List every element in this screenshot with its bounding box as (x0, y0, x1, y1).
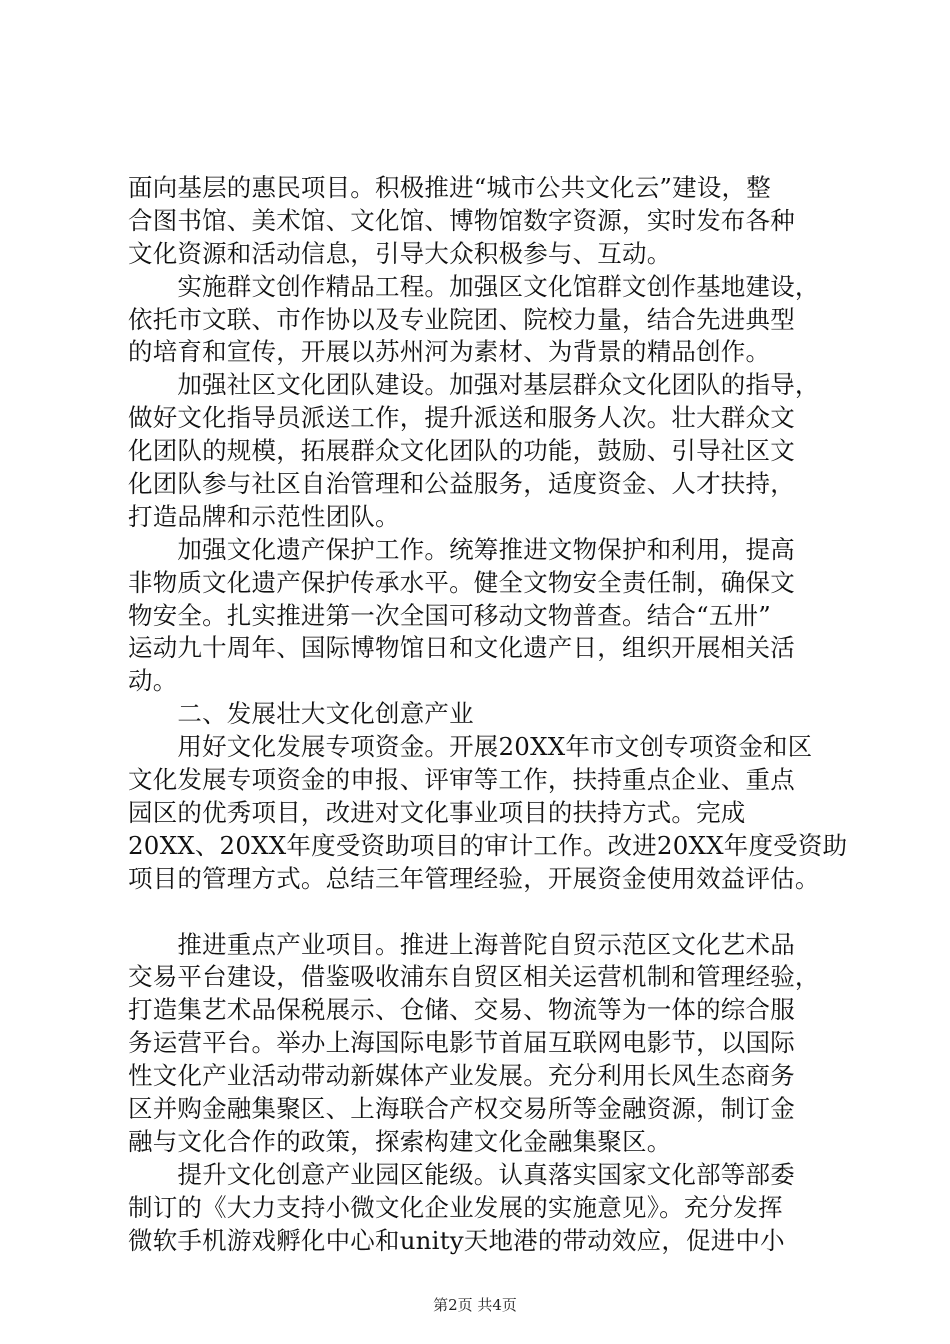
text-line: 打造品牌和示范性团队。 (128, 501, 400, 531)
text-line: 打造集艺术品保税展示、仓储、交易、物流等为一体的综合服 (128, 995, 795, 1025)
text-line: 的培育和宣传，开展以苏州河为素材、为背景的精品创作。 (128, 337, 771, 367)
text-line: 依托市文联、市作协以及专业院团、院校力量，结合先进典型 (128, 304, 795, 334)
text-line: 用好文化发展专项资金。开展20XX年市文创专项资金和区 (128, 732, 813, 762)
text-line: 微软手机游戏孵化中心和unity天地港的带动效应，促进中小 (128, 1225, 785, 1255)
text-line: 实施群文创作精品工程。加强区文化馆群文创作基地建设， (128, 271, 820, 301)
text-line: 性文化产业活动带动新媒体产业发展。充分利用长风生态商务 (128, 1061, 795, 1091)
text-line: 20XX、20XX年度受资助项目的审计工作。改进20XX年度受资助 (128, 830, 848, 860)
text-line: 运动九十周年、国际博物馆日和文化遗产日，组织开展相关活 (128, 633, 795, 663)
text-line: 非物质文化遗产保护传承水平。健全文物安全责任制，确保文 (128, 567, 795, 597)
text-line: 加强社区文化团队建设。加强对基层群众文化团队的指导， (128, 370, 820, 400)
text-line: 项目的管理方式。总结三年管理经验，开展资金使用效益评估。 (128, 863, 820, 893)
text-line: 加强文化遗产保护工作。统筹推进文物保护和利用，提高 (128, 534, 795, 564)
text-line: 物安全。扎实推进第一次全国可移动文物普查。结合“五卅” (128, 600, 771, 630)
text-line: 化团队的规模，拓展群众文化团队的功能，鼓励、引导社区文 (128, 436, 795, 466)
text-line: 面向基层的惠民项目。积极推进“城市公共文化云”建设，整 (128, 173, 771, 202)
text-line: 务运营平台。举办上海国际电影节首届互联网电影节，以国际 (128, 1028, 795, 1058)
page-number-footer: 第2页 共4页 (433, 1296, 517, 1314)
text-line: 融与文化合作的政策，探索构建文化金融集聚区。 (128, 1126, 672, 1156)
text-line: 提升文化创意产业园区能级。认真落实国家文化部等部委 (128, 1159, 795, 1189)
text-line: 制订的《大力支持小微文化企业发展的实施意见》。充分发挥 (128, 1192, 783, 1222)
text-line: 合图书馆、美术馆、文化馆、博物馆数字资源，实时发布各种 (128, 205, 795, 235)
section-heading: 二、发展壮大文化创意产业 (128, 699, 474, 729)
text-line: 交易平台建设，借鉴吸收浦东自贸区相关运营机制和管理经验， (128, 962, 820, 992)
paragraph-gap (128, 896, 848, 929)
text-line: 文化资源和活动信息，引导大众积极参与、互动。 (128, 238, 672, 268)
text-line: 园区的优秀项目，改进对文化事业项目的扶持方式。完成 (128, 797, 746, 827)
text-line: 做好文化指导员派送工作，提升派送和服务人次。壮大群众文 (128, 403, 795, 433)
text-line: 区并购金融集聚区、上海联合产权交易所等金融资源，制订金 (128, 1094, 795, 1124)
text-line: 化团队参与社区自治管理和公益服务，适度资金、人才扶持， (128, 469, 795, 499)
text-line: 推进重点产业项目。推进上海普陀自贸示范区文化艺术品 (128, 929, 795, 959)
text-line: 文化发展专项资金的申报、评审等工作，扶持重点企业、重点 (128, 765, 795, 795)
text-line: 动。 (128, 666, 178, 696)
document-body (128, 172, 848, 1258)
